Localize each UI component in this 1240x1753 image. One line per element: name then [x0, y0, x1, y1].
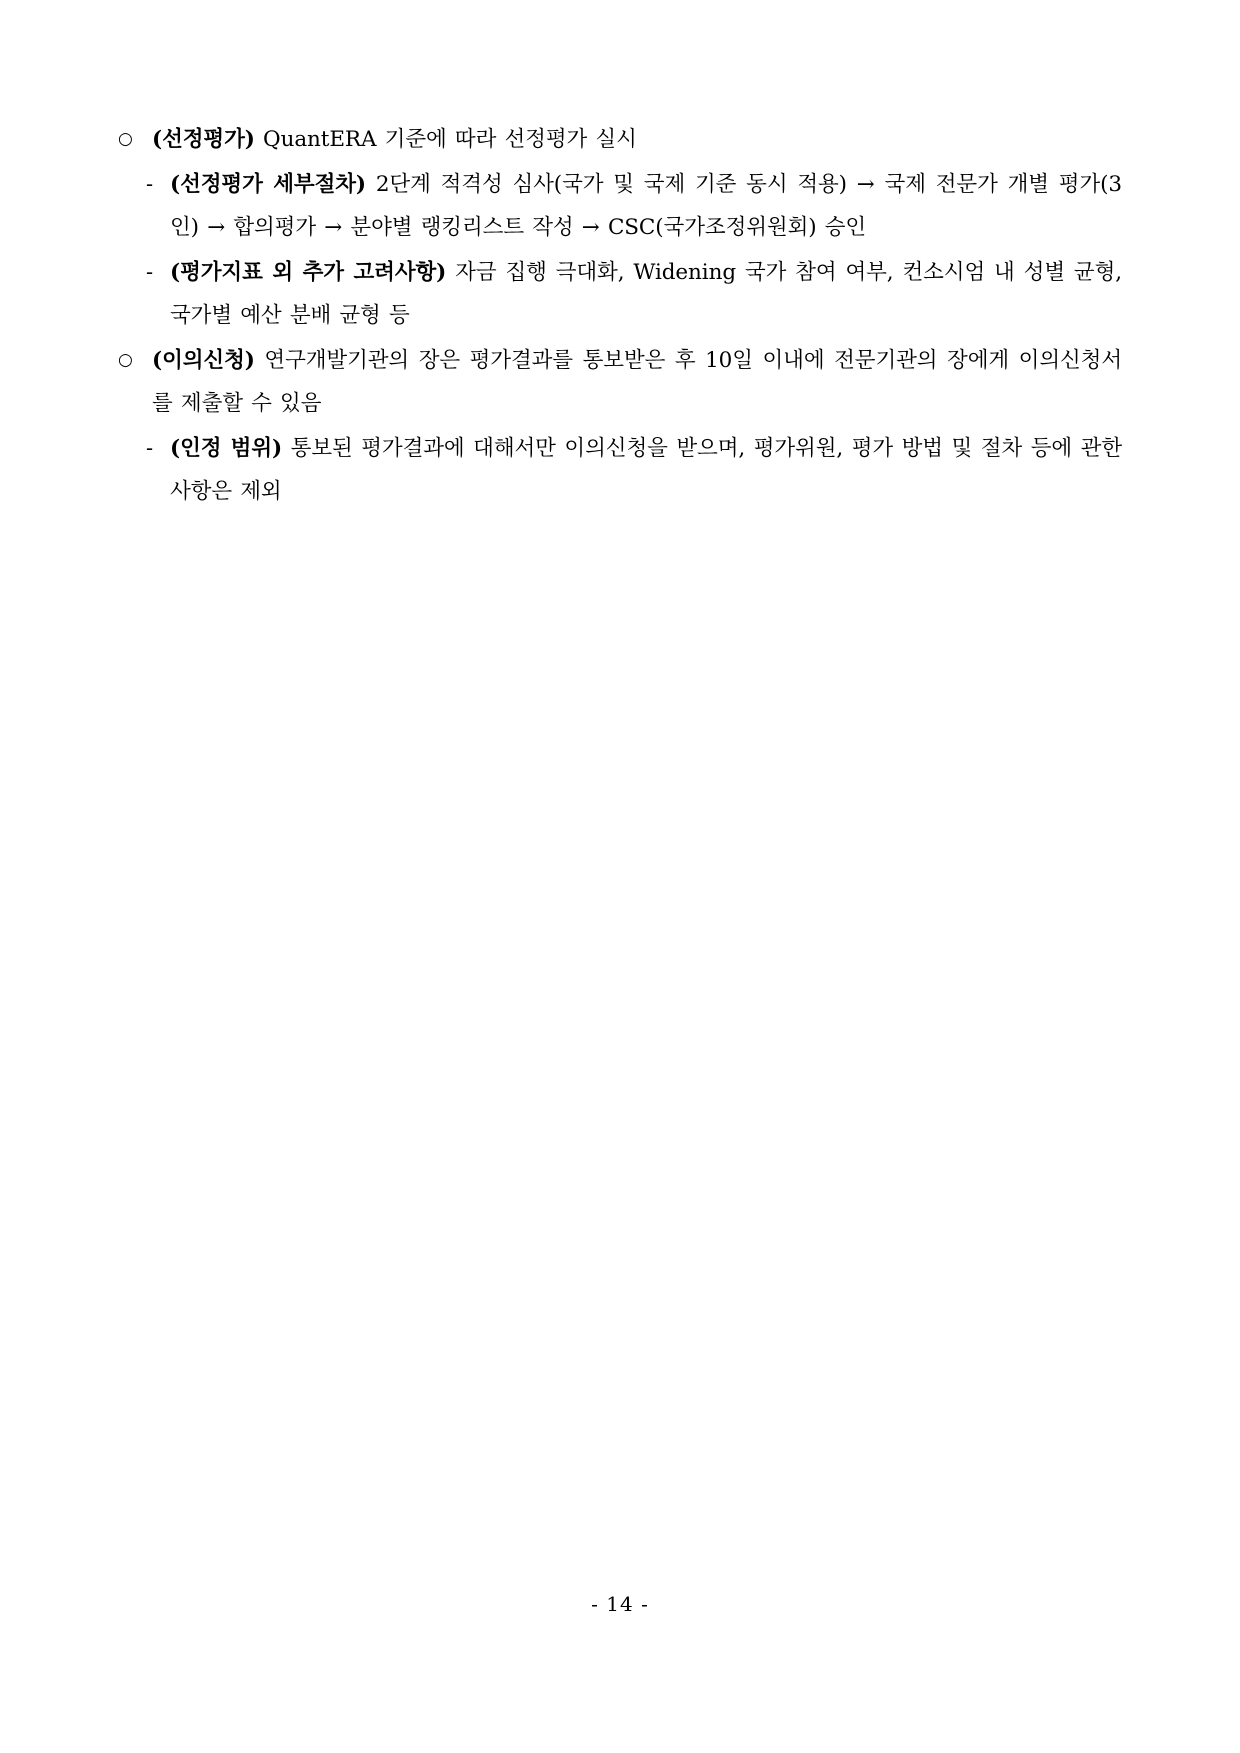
paragraph-lead: (이의신청): [152, 348, 255, 373]
list-item: [146, 251, 1122, 337]
list-item: [118, 339, 1122, 425]
paragraph-lead: (선정평가): [152, 127, 255, 152]
paragraph-rest: 자금 집행 극대화, Widening 국가 참여 여부, 컨소시엄 내 성별 균형, 국가별 예산 분배 균형 등: [170, 260, 1122, 328]
paragraph-text: [170, 251, 1122, 337]
paragraph-text: [152, 118, 1122, 161]
list-item: [118, 118, 1122, 161]
paragraph-rest: 연구개발기관의 장은 평가결과를 통보받은 후 10일 이내에 전문기관의 장에게 이의신청서를 제출할 수 있음: [152, 348, 1122, 416]
paragraph-lead: (평가지표 외 추가 고려사항): [170, 260, 447, 285]
paragraph-rest: 2단계 적격성 심사(국가 및 국제 기준 동시 적용) → 국제 전문가 개별 평가(3인) → 합의평가 → 분야별 랭킹리스트 작성 → CSC(국가조정위원회) 승인: [170, 172, 1122, 240]
page-number: - 14 -: [591, 1592, 649, 1616]
bullet-dash-icon: -: [146, 260, 154, 284]
bullet-circle-icon: ○: [118, 350, 133, 370]
paragraph-text: [170, 163, 1122, 249]
bullet-dash-icon: -: [146, 436, 154, 460]
document-body: [118, 118, 1122, 513]
paragraph-text: [152, 339, 1122, 425]
paragraph-rest: QuantERA 기준에 따라 선정평가 실시: [254, 127, 637, 152]
paragraph-lead: (인정 범위): [170, 436, 283, 461]
list-item: [146, 427, 1122, 513]
list-item: [146, 163, 1122, 249]
paragraph-rest: 통보된 평가결과에 대해서만 이의신청을 받으며, 평가위원, 평가 방법 및 절차 등에 관한 사항은 제외: [170, 436, 1122, 504]
paragraph-lead: (선정평가 세부절차): [170, 172, 366, 197]
paragraph-text: [170, 427, 1122, 513]
bullet-circle-icon: ○: [118, 129, 133, 149]
bullet-dash-icon: -: [146, 172, 154, 196]
